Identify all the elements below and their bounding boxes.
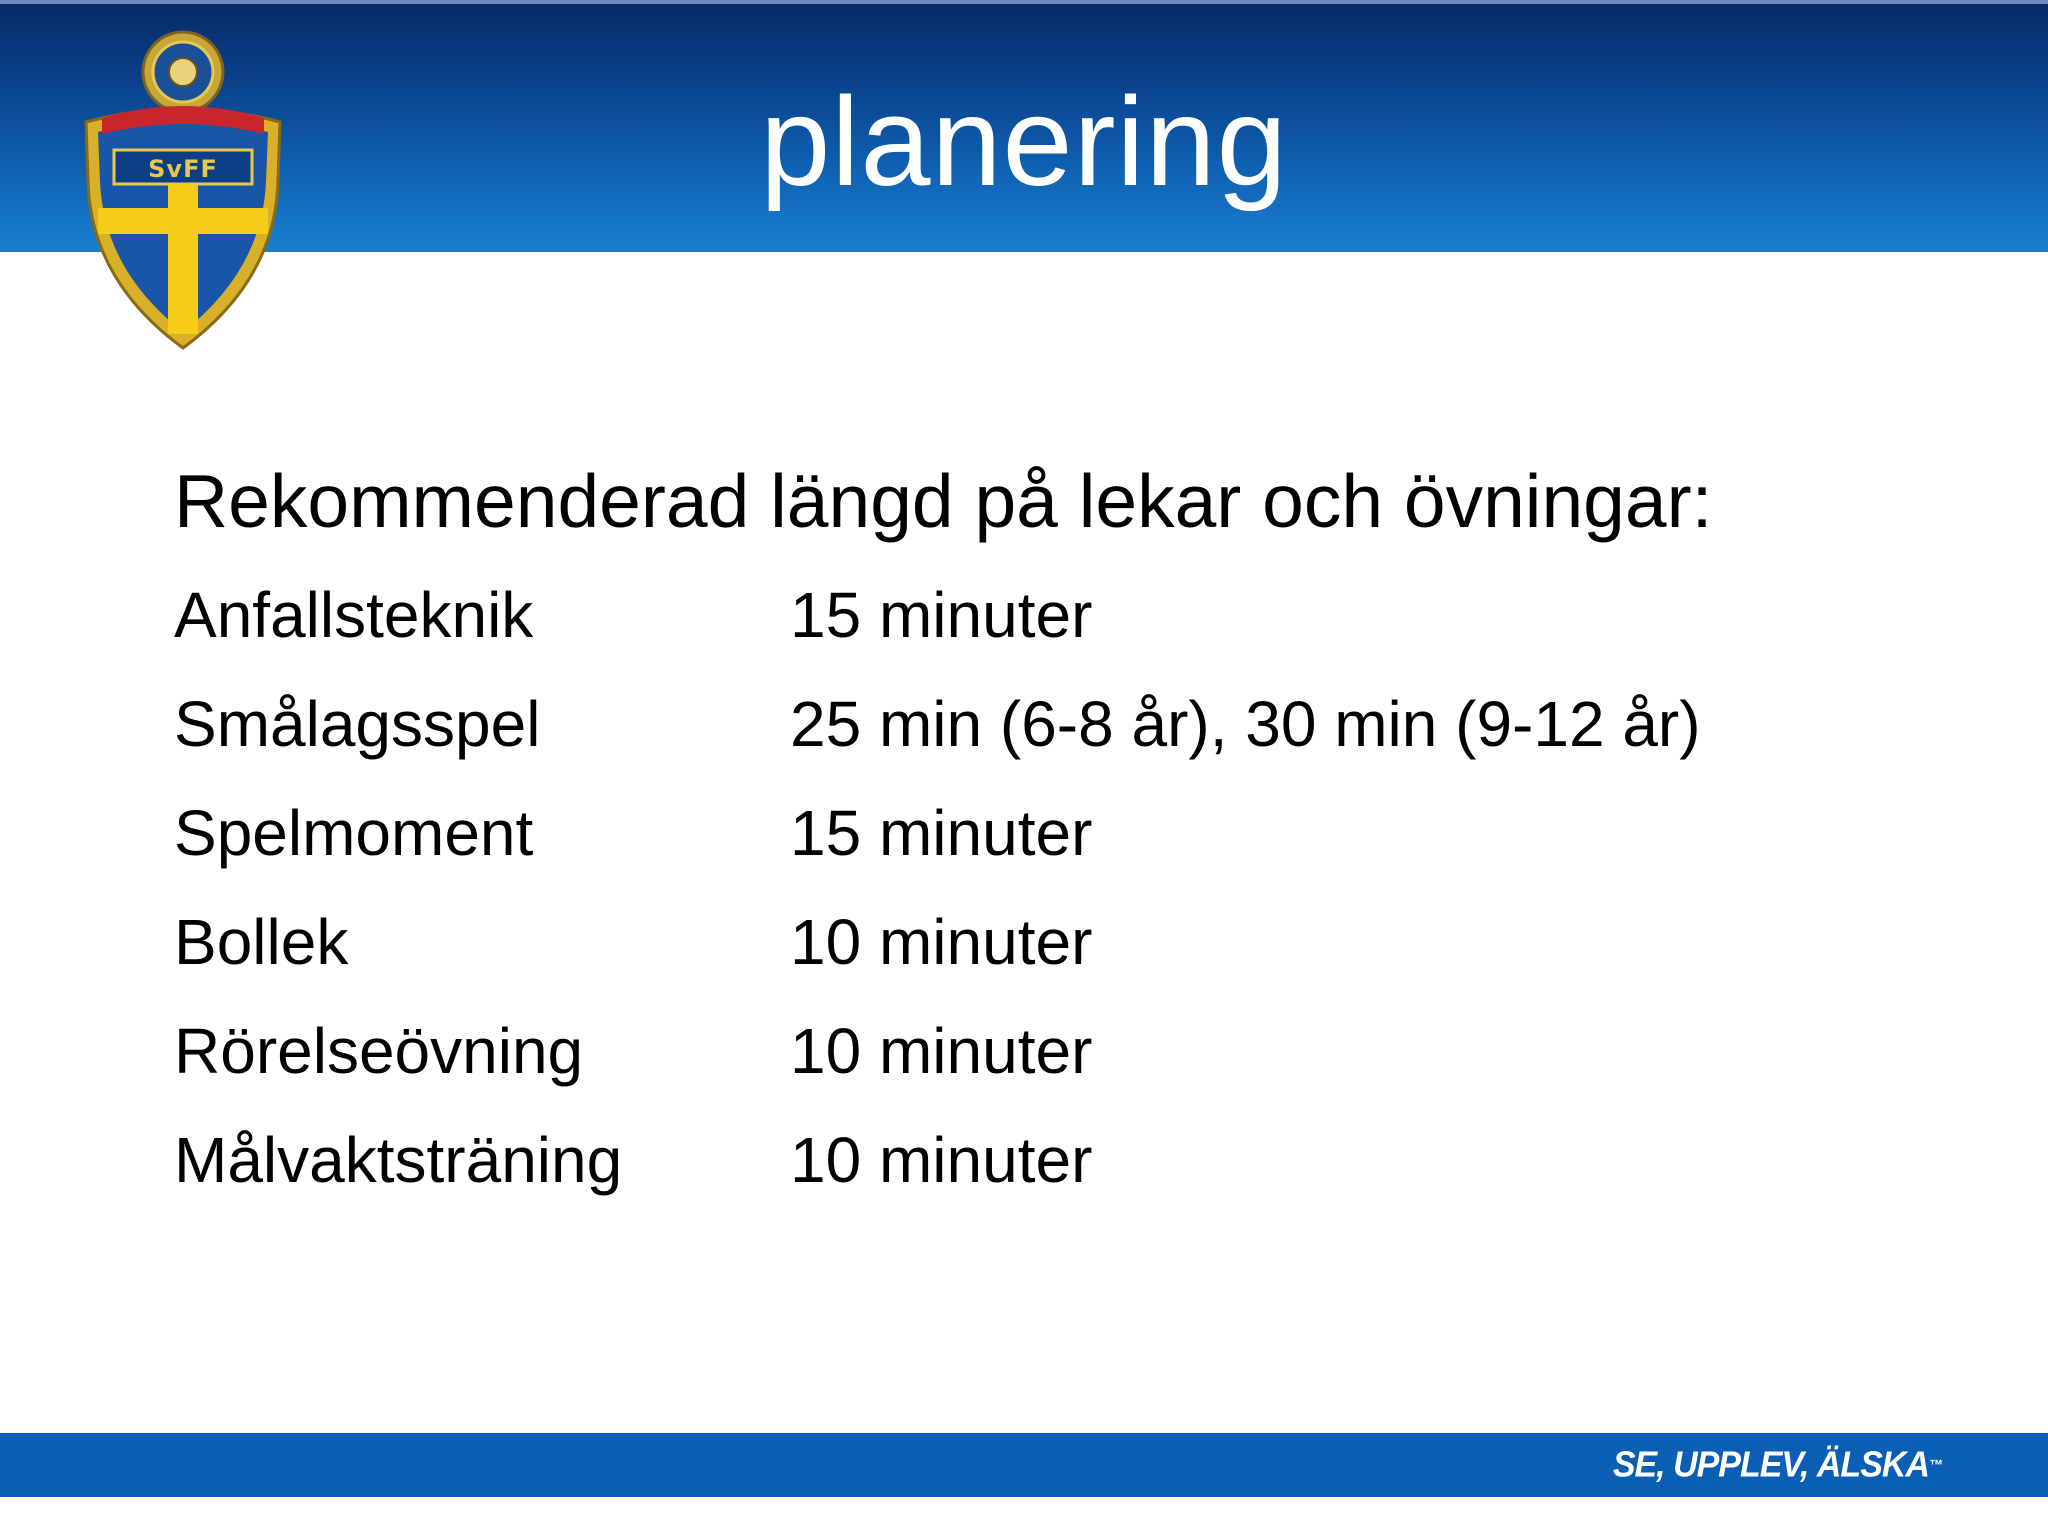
activity-name: Smålagsspel [174, 688, 541, 760]
activity-name: Spelmoment [174, 797, 534, 869]
logo-text: SvFF [148, 155, 218, 183]
svff-crest-icon [80, 30, 286, 350]
activity-duration: 10 minuter [790, 906, 1093, 978]
footer-slogan [1613, 1444, 1942, 1486]
activity-name: Anfallsteknik [174, 579, 534, 651]
activity-duration: 25 min (6-8 år), 30 min (9-12 år) [790, 688, 1701, 760]
activity-name: Rörelseövning [174, 1015, 584, 1087]
list-item [174, 684, 1874, 793]
slogan-text: SE, UPPLEV, ÄLSKA [1612, 1445, 1929, 1485]
trademark-mark: ™ [1929, 1456, 1942, 1474]
duration-list [174, 575, 1874, 1229]
content-heading: Rekommenderad längd på lekar och övningar: [174, 459, 1713, 543]
activity-duration: 15 minuter [790, 579, 1093, 651]
activity-name: Bollek [174, 906, 349, 978]
list-item [174, 575, 1874, 684]
footer-band [0, 1433, 2048, 1497]
list-item [174, 1011, 1874, 1120]
list-item [174, 793, 1874, 902]
list-item [174, 1120, 1874, 1229]
activity-duration: 10 minuter [790, 1015, 1093, 1087]
activity-name: Målvaktsträning [174, 1124, 623, 1196]
page-title: planering [760, 71, 1288, 212]
list-item [174, 902, 1874, 1011]
header-top-line [0, 0, 2048, 4]
activity-duration: 15 minuter [790, 797, 1093, 869]
activity-duration: 10 minuter [790, 1124, 1093, 1196]
